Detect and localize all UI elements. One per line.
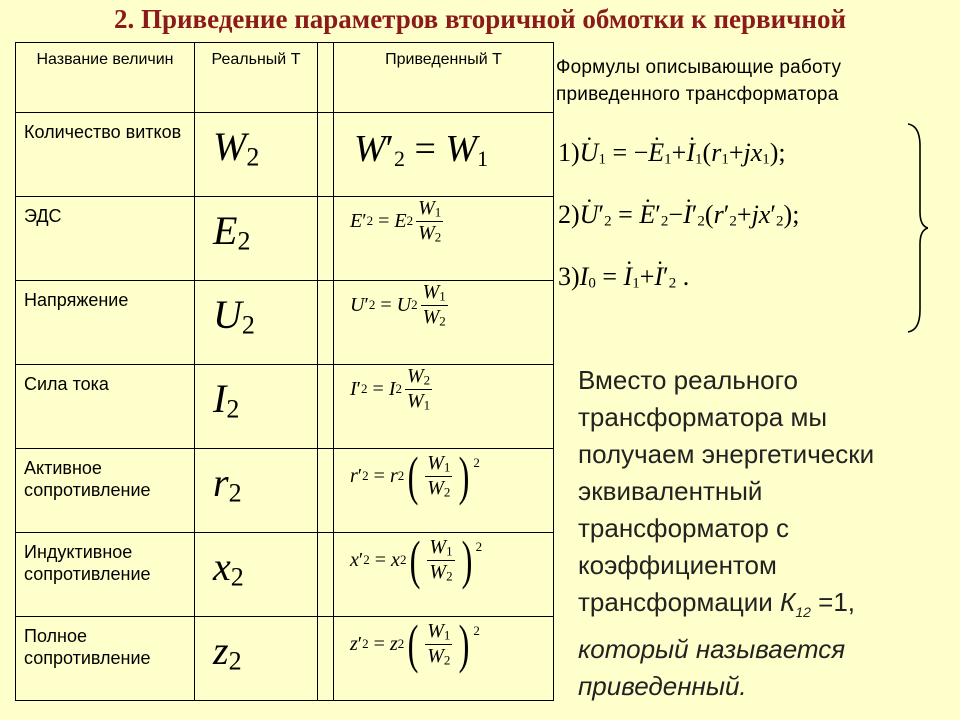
real-symbol: $U_2$	[195, 281, 318, 365]
reduced-formula: r ′ 2 = r 2 ( $\frac{W_1}{W_2}$ ) 2	[334, 449, 554, 533]
table-row	[16, 197, 554, 281]
header-reduced: Приведенный Т	[334, 43, 554, 113]
table-row	[16, 449, 554, 533]
real-symbol: $z_2$	[195, 617, 318, 701]
header-real: Реальный Т	[195, 43, 318, 113]
row-name: Напряжение	[16, 281, 195, 365]
row-name: ЭДС	[16, 197, 195, 281]
equation-2: 2). $U'_2$ = . $E'_2-$. $I'_2(r'_2+jx'_2)$;	[558, 200, 799, 262]
parameters-table	[15, 42, 554, 701]
equation-1: 1). $U_1$ = −. $E_1+$. $I_1(r_1+jx_1)$;	[558, 138, 799, 200]
k12-value: =1,	[810, 587, 856, 617]
reduced-formula: U ′ 2 = U 2 $\frac{W_1}{W_2}$	[334, 281, 554, 365]
reduced-formula: E ′ 2 = E 2 $\frac{W_1}{W_2}$	[334, 197, 554, 281]
column-gap	[318, 43, 334, 113]
k12-symbol: $К_{12}$	[780, 587, 811, 621]
summary-body: Вместо реального трансформатора мы получаем энергетически эквивалентный трансформатор с коэффициентом трансформации	[578, 365, 875, 617]
reduced-formula: I ′ 2 = I 2 $\frac{W_2}{W_1}$	[334, 365, 554, 449]
slide-title: 2. Приведение параметров вторичной обмотки к первичной	[113, 4, 847, 34]
row-name: Сила тока	[16, 365, 195, 449]
equation-3: $3)I_0$ = . $I_1+$. $I'_2$ .	[558, 262, 799, 324]
table-row	[16, 113, 554, 197]
reduced-formula	[334, 113, 554, 197]
table-row	[16, 617, 554, 701]
real-symbol: $W_2$	[195, 113, 318, 197]
real-symbol: $x_2$	[195, 533, 318, 617]
table-row	[16, 365, 554, 449]
formulas-caption: Формулы описывающие работу приведенного трансформатора	[556, 57, 842, 105]
equation-system	[558, 138, 799, 324]
summary-italic: который называется приведенный.	[578, 634, 846, 702]
real-symbol: $E_2$	[195, 197, 318, 281]
summary-paragraph	[578, 362, 948, 705]
header-name: Название величин	[16, 43, 195, 113]
row-name: Количество витков	[16, 113, 195, 197]
row-name: Индуктивное сопротивление	[16, 533, 195, 617]
table-row	[16, 533, 554, 617]
reduced-formula: x ′ 2 = x 2 ( $\frac{W_1}{W_2}$ ) 2	[334, 533, 554, 617]
reduced-formula: z ′ 2 = z 2 ( $\frac{W_1}{W_2}$ ) 2	[334, 617, 554, 701]
right-brace-icon	[906, 122, 928, 334]
row-name: Полное сопротивление	[16, 617, 195, 701]
real-symbol: $r_2$	[195, 449, 318, 533]
row-name: Активное сопротивление	[16, 449, 195, 533]
table-row	[16, 281, 554, 365]
real-symbol: $I_2$	[195, 365, 318, 449]
formula-w: $W'_2 = W_1$	[354, 128, 489, 171]
